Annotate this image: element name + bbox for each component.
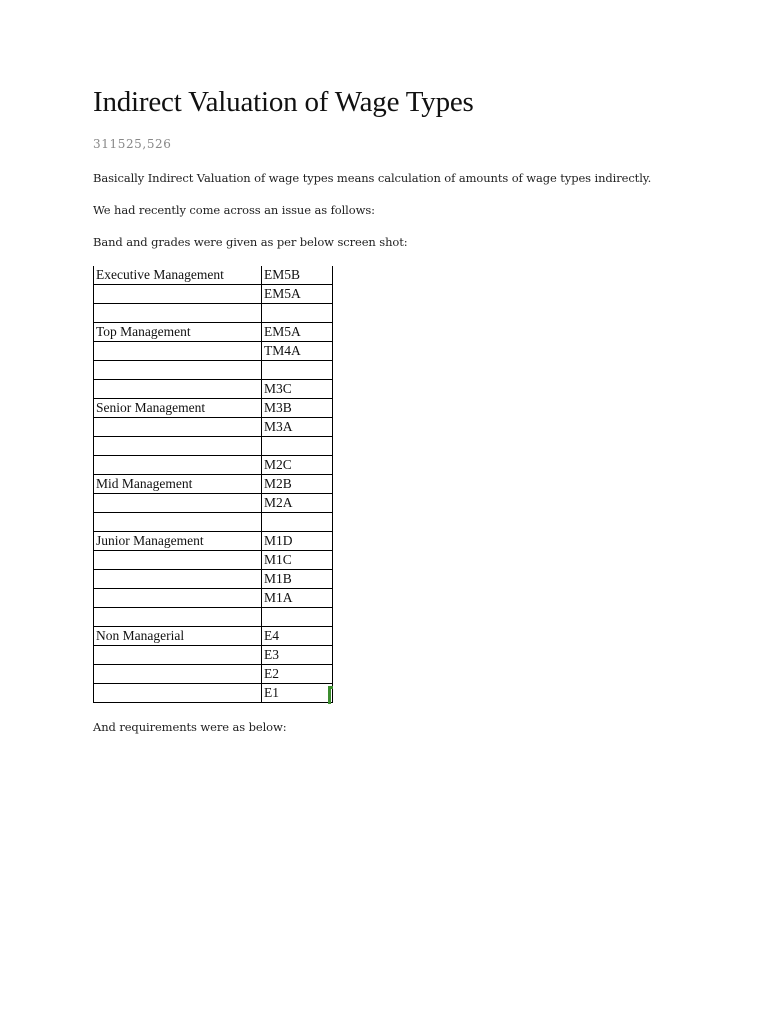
band-cell: Mid Management bbox=[94, 475, 262, 494]
grade-cell bbox=[262, 437, 333, 456]
table-row bbox=[94, 380, 333, 399]
table-row bbox=[94, 437, 333, 456]
band-cell bbox=[94, 513, 262, 532]
table-row bbox=[94, 285, 333, 304]
table-row bbox=[94, 646, 333, 665]
table-row bbox=[94, 532, 333, 551]
grade-cell bbox=[262, 513, 333, 532]
band-cell bbox=[94, 570, 262, 589]
table-row bbox=[94, 456, 333, 475]
page-title: Indirect Valuation of Wage Types bbox=[93, 86, 474, 118]
band-cell: Executive Management bbox=[94, 266, 262, 285]
table-row bbox=[94, 323, 333, 342]
grade-cell: M2C bbox=[262, 456, 333, 475]
paragraph-bands: Band and grades were given as per below screen shot: bbox=[93, 235, 408, 249]
grade-cell: E1 bbox=[262, 684, 333, 703]
grade-cell: EM5A bbox=[262, 323, 333, 342]
grade-cell: M3B bbox=[262, 399, 333, 418]
table-row bbox=[94, 513, 333, 532]
band-grade-table bbox=[93, 266, 333, 703]
table-row bbox=[94, 418, 333, 437]
table-row bbox=[94, 551, 333, 570]
grade-cell: M1C bbox=[262, 551, 333, 570]
band-cell bbox=[94, 437, 262, 456]
table-row bbox=[94, 342, 333, 361]
grade-cell bbox=[262, 304, 333, 323]
table-row bbox=[94, 399, 333, 418]
paragraph-issue: We had recently come across an issue as follows: bbox=[93, 203, 375, 217]
grade-cell: M1D bbox=[262, 532, 333, 551]
grade-cell: M2B bbox=[262, 475, 333, 494]
grade-cell: M1A bbox=[262, 589, 333, 608]
table-row bbox=[94, 627, 333, 646]
table-row bbox=[94, 589, 333, 608]
band-cell bbox=[94, 665, 262, 684]
band-cell bbox=[94, 494, 262, 513]
cell-cursor-corner bbox=[328, 686, 333, 689]
band-cell bbox=[94, 551, 262, 570]
band-cell bbox=[94, 418, 262, 437]
band-cell bbox=[94, 608, 262, 627]
grade-cell: TM4A bbox=[262, 342, 333, 361]
document-id: 311525,526 bbox=[93, 137, 172, 151]
grade-cell: M2A bbox=[262, 494, 333, 513]
paragraph-intro: Basically Indirect Valuation of wage types means calculation of amounts of wage types indirectly. bbox=[93, 171, 652, 185]
grade-cell: M3A bbox=[262, 418, 333, 437]
table-row bbox=[94, 570, 333, 589]
band-cell bbox=[94, 285, 262, 304]
table-row bbox=[94, 361, 333, 380]
band-cell bbox=[94, 342, 262, 361]
band-cell bbox=[94, 304, 262, 323]
band-cell: Senior Management bbox=[94, 399, 262, 418]
grade-cell: M3C bbox=[262, 380, 333, 399]
table-row bbox=[94, 266, 333, 285]
grade-cell: E2 bbox=[262, 665, 333, 684]
band-cell bbox=[94, 684, 262, 703]
table-row bbox=[94, 494, 333, 513]
grade-cell: EM5B bbox=[262, 266, 333, 285]
paragraph-requirements: And requirements were as below: bbox=[93, 720, 287, 734]
band-cell bbox=[94, 380, 262, 399]
table-row bbox=[94, 684, 333, 703]
grade-cell bbox=[262, 361, 333, 380]
band-cell: Junior Management bbox=[94, 532, 262, 551]
table-row bbox=[94, 475, 333, 494]
table-row bbox=[94, 665, 333, 684]
band-cell bbox=[94, 456, 262, 475]
band-cell bbox=[94, 361, 262, 380]
band-cell bbox=[94, 646, 262, 665]
band-grade-screenshot bbox=[93, 266, 333, 704]
grade-cell: E4 bbox=[262, 627, 333, 646]
table-row bbox=[94, 608, 333, 627]
grade-cell: M1B bbox=[262, 570, 333, 589]
table-row bbox=[94, 304, 333, 323]
band-cell: Non Managerial bbox=[94, 627, 262, 646]
band-cell: Top Management bbox=[94, 323, 262, 342]
grade-cell: EM5A bbox=[262, 285, 333, 304]
grade-cell bbox=[262, 608, 333, 627]
grade-cell: E3 bbox=[262, 646, 333, 665]
band-cell bbox=[94, 589, 262, 608]
